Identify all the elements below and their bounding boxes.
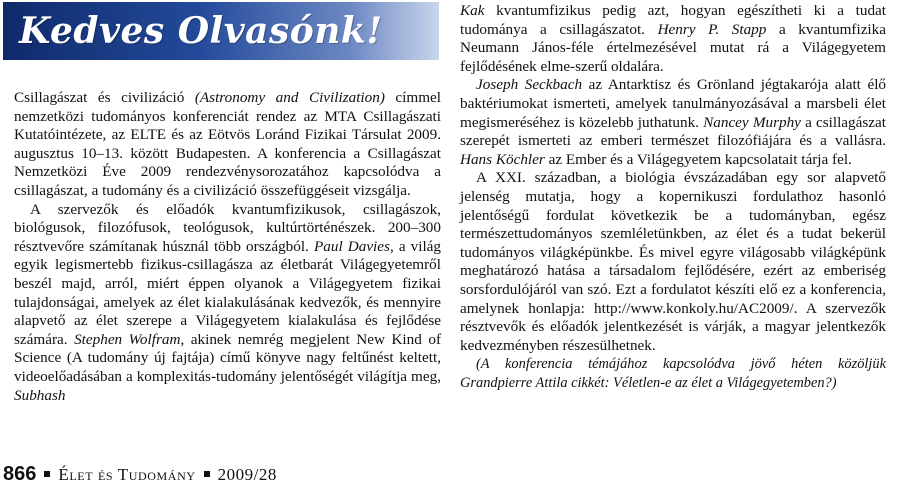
paragraph-intro: Csillagászat és civilizáció (Astronomy and Civilization) címmel nemzetközi tudományos konferenciát rendez az MTA Csillagászati Kutatóintézete, az ELTE és az Eötvös Loránd Fizikai Társulat 2009. augusztus 10–13. között Budapesten. A konferencia a Csillagászat Nemzetközi Éve 2009 rendezvénysorozatához kapcsolódva a csillagászat, a tudomány és a civilizáció összefüggéseit vizsgálja. — [14, 89, 441, 199]
header-banner — [3, 2, 439, 60]
speaker-name: Hans Köchler — [460, 150, 545, 168]
speaker-name: Nancey Murphy — [703, 113, 801, 131]
journal-name: Élet és Tudomány — [58, 465, 196, 484]
footer-separator — [44, 471, 50, 477]
page-footer — [3, 462, 603, 486]
issue-number: 2009/28 — [217, 465, 277, 484]
speaker-name: Stephen Wolfram — [74, 330, 181, 348]
right-column — [460, 2, 886, 392]
paragraph-speakers: A szervezők és előadók kvantumfizikusok, csillagászok, biológusok, filozófusok, teológusok, kultúrtörténészek. 200–300 résztvevőre számítanak húsznál több országból. Paul Davies, a világ egyik legismertebb fizikus-csillagásza az életbarát Világegyetemről beszél majd, arról, miért éppen olyanok a Világegyetem fizikai tulajdonságai, amelyek az élet kialakulásának kedvezők, és mennyire alapvető az élet szerepe a Világegyetem kialakulása és fejlődése számára. Stephen Wolfram, akinek nemrég megjelent New Kind of Science (A tudomány új fajtája) című könyve nagy feltűnést keltett, videoelőadásában a komplexitás-tudomány jelentőségét világítja meg, Subhash — [14, 200, 442, 404]
paragraph-speakers-continued: Kak kvantumfizikus pedig azt, hogyan egészítheti ki a tudat tudománya a csillagászatot. Henry P. Stapp a kvantumfizika Neumann János-féle értelmezésével mutat rá a Világegyetem fejlődésének elme-szerű oldalára. — [460, 2, 886, 75]
speaker-name: Subhash — [14, 386, 66, 404]
footer-separator — [204, 471, 210, 477]
banner-title: Kedves Olvasónk! — [19, 10, 383, 52]
speaker-name: Joseph Seckbach — [476, 76, 583, 94]
paragraph-more-speakers: Joseph Seckbach az Antarktisz és Grönland jégtakarója alatt élő baktériumokat ismerteti, amelyek tanulmányozásával a marsbeli élet megismeréséhez is közelebb juthatunk. Nancey Murphy a csillagászat szerepét ismerteti az emberi természet filozófiájára és a vallásra. Hans Köchler az Ember és a Világegyetem kapcsolatait tárja fel. — [460, 76, 887, 168]
speaker-name: Paul Davies — [313, 237, 390, 255]
speaker-name: Kak — [460, 2, 485, 19]
left-column — [14, 89, 441, 405]
speaker-name: Henry P. Stapp — [657, 20, 767, 38]
page-number: 866 — [3, 463, 37, 485]
paragraph-century: A XXI. században, a biológia évszázadában egy sor alapvető jelenség mutatja, hogy a kopernikuszi fordulathoz hasonló jelentőségű fordulat következik be a tudományban, egész természettudományos szemléletünkben, az élet és a tudat bekerül tudományos világképünkbe. És mivel egyre világosabb világképünk meghatározó hatása a társadalom fejlődésére, ezért az emberiség sorsfordulójáról van szó. Ezt a fordulatot készíti elő ez a konferencia, amelynek honlapja: http://www.konkoly.hu/AC2009/. A szervezők résztvevők és előadók jelentkezését is várják, a magyar jelentkezők kedvezményben részesülhetnek. — [460, 169, 886, 354]
editor-note: (A konferencia témájához kapcsolódva jövő héten közöljük Grandpierre Attila cikkét: Véletlen-e az élet a Világegyetemben?) — [460, 356, 886, 391]
italic-english-title: (Astronomy and Civilization) — [194, 89, 385, 106]
